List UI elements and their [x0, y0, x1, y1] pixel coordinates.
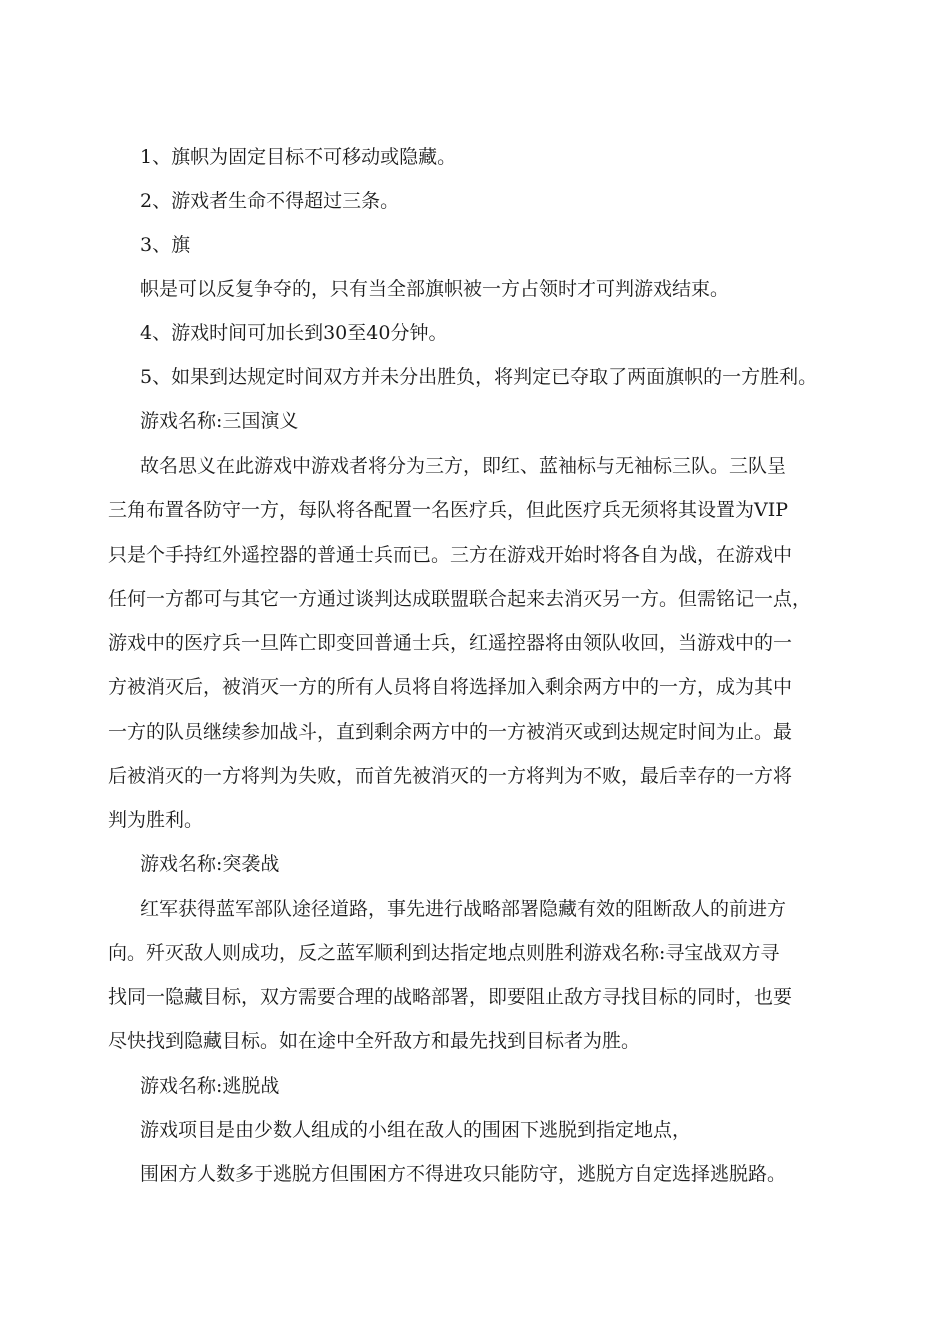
- sanguo-line: 三角布置各防守一方，每队将各配置一名医疗兵，但此医疗兵无须将其设置为VIP: [108, 499, 789, 521]
- rule-2: 2、游戏者生命不得超过三条。: [140, 190, 400, 212]
- sanguo-line: 只是个手持红外遥控器的普通士兵而已。三方在游戏开始时将各自为战，在游戏中: [108, 544, 793, 566]
- sanguo-line: 方被消灭后，被消灭一方的所有人员将自将选择加入剩余两方中的一方，成为其中: [108, 676, 793, 698]
- sanguo-line: 后被消灭的一方将判为失败，而首先被消灭的一方将判为不败，最后幸存的一方将: [108, 765, 793, 787]
- sanguo-line: 故名思义在此游戏中游戏者将分为三方，即红、蓝袖标与无袖标三队。三队呈: [140, 455, 787, 477]
- tuxi-line: 找同一隐藏目标，双方需要合理的战略部署，即要阻止敌方寻找目标的同时，也要: [108, 986, 793, 1008]
- tuxi-line: 红军获得蓝军部队途径道路，事先进行战略部署隐藏有效的阻断敌人的前进方: [140, 898, 787, 920]
- section-heading-sanguo: 游戏名称:三国演义: [140, 410, 299, 432]
- sanguo-line: 游戏中的医疗兵一旦阵亡即变回普通士兵，红遥控器将由领队收回，当游戏中的一: [108, 632, 793, 654]
- sanguo-line: 一方的队员继续参加战斗，直到剩余两方中的一方被消灭或到达规定时间为止。最: [108, 721, 793, 743]
- taotuo-line: 游戏项目是由少数人组成的小组在敌人的围困下逃脱到指定地点，: [140, 1119, 692, 1141]
- tuxi-line: 向。歼灭敌人则成功，反之蓝军顺利到达指定地点则胜利游戏名称:寻宝战双方寻: [108, 942, 780, 964]
- sanguo-line: 任何一方都可与其它一方通过谈判达成联盟联合起来去消灭另一方。但需铭记一点，: [108, 588, 812, 610]
- taotuo-line: 围困方人数多于逃脱方但围困方不得进攻只能防守，逃脱方自定选择逃脱路。: [140, 1163, 787, 1185]
- rule-1: 1、旗帜为固定目标不可移动或隐藏。: [140, 146, 457, 168]
- rule-3-continued: 帜是可以反复争夺的，只有当全部旗帜被一方占领时才可判游戏结束。: [140, 278, 730, 300]
- rule-4: 4、游戏时间可加长到30至40分钟。: [140, 322, 448, 344]
- section-heading-taotuo: 游戏名称:逃脱战: [140, 1075, 280, 1097]
- rule-3: 3、旗: [140, 234, 191, 256]
- rule-5: 5、如果到达规定时间双方并未分出胜负，将判定已夺取了两面旗帜的一方胜利。: [140, 366, 818, 388]
- tuxi-line: 尽快找到隐藏目标。如在途中全歼敌方和最先找到目标者为胜。: [108, 1030, 641, 1052]
- section-heading-tuxi: 游戏名称:突袭战: [140, 853, 280, 875]
- sanguo-line: 判为胜利。: [108, 809, 204, 831]
